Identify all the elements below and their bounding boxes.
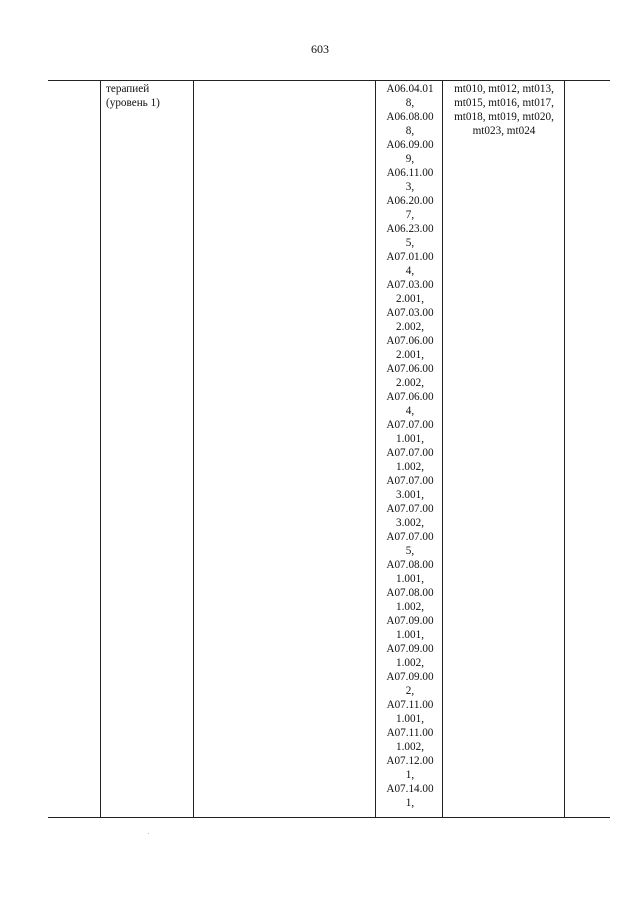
service-code-line: 1.001, (396, 433, 424, 445)
service-code-line: 8, (405, 125, 415, 137)
service-code-line: A06.08.00 (386, 111, 434, 123)
mt-line: mt010, mt012, mt013, (454, 83, 554, 95)
service-code-line: 1.001, (396, 713, 424, 725)
service-code-line: A06.20.00 (386, 195, 434, 207)
service-code-line: A07.03.00 (386, 279, 434, 291)
data-table (48, 80, 610, 818)
service-code-line: A07.11.00 (386, 699, 434, 711)
name-line: терапией (106, 83, 150, 95)
service-code-line: A07.03.00 (386, 307, 434, 319)
service-code-line: 2.002, (396, 321, 424, 333)
service-code-line: 5, (405, 237, 415, 249)
name-cell (106, 82, 190, 110)
column-divider-1 (100, 80, 101, 818)
service-code-line: A07.07.00 (386, 475, 434, 487)
table-bottom-border (48, 817, 610, 818)
service-code-line: A07.12.00 (386, 755, 434, 767)
mt-line: mt015, mt016, mt017, (454, 97, 554, 109)
table-top-border (48, 80, 610, 81)
mt-line: mt023, mt024 (472, 125, 536, 137)
service-code-line: A07.06.00 (386, 363, 434, 375)
service-code-line: 1.002, (396, 657, 424, 669)
service-code-line: 4, (405, 265, 415, 277)
service-code-line: A06.11.00 (386, 167, 434, 179)
service-code-line: 2, (405, 685, 415, 697)
service-code-line: A07.06.00 (386, 391, 434, 403)
service-code-line: A07.07.00 (386, 503, 434, 515)
service-code-line: 4, (405, 405, 415, 417)
service-code-line: 1.001, (396, 629, 424, 641)
service-code-line: A07.07.00 (386, 447, 434, 459)
service-code-line: 1.002, (396, 601, 424, 613)
service-code-line: A07.01.00 (386, 251, 434, 263)
service-code-line: A06.09.00 (386, 139, 434, 151)
service-code-line: 7, (405, 209, 415, 221)
service-code-line: A06.23.00 (386, 223, 434, 235)
service-code-line: 3, (405, 181, 415, 193)
column-divider-2 (193, 80, 194, 818)
service-code-line: 1, (405, 797, 415, 809)
name-line: (уровень 1) (106, 97, 160, 109)
service-code-line: A07.08.00 (386, 559, 434, 571)
service-code-line: A07.11.00 (386, 727, 434, 739)
scan-speck (148, 833, 149, 834)
service-code-line: 1.002, (396, 741, 424, 753)
service-code-line: A07.07.00 (386, 531, 434, 543)
service-code-line: A07.07.00 (386, 419, 434, 431)
column-divider-5 (564, 80, 565, 818)
service-code-line: A06.04.01 (386, 83, 434, 95)
codes-cell (377, 82, 443, 810)
service-code-line: 1, (405, 769, 415, 781)
page-number: 603 (311, 42, 329, 56)
service-code-line: 2.001, (396, 293, 424, 305)
service-code-line: A07.06.00 (386, 335, 434, 347)
column-divider-3 (375, 80, 376, 818)
service-code-line: A07.08.00 (386, 587, 434, 599)
service-code-line: 3.001, (396, 489, 424, 501)
service-code-line: 1.002, (396, 461, 424, 473)
service-code-line: A07.09.00 (386, 643, 434, 655)
service-code-line: A07.14.00 (386, 783, 434, 795)
service-code-line: 8, (405, 97, 415, 109)
service-code-line: 2.002, (396, 377, 424, 389)
mt-codes-cell (443, 82, 565, 138)
service-code-line: 1.001, (396, 573, 424, 585)
service-code-line: 5, (405, 545, 415, 557)
service-code-line: 2.001, (396, 349, 424, 361)
mt-line: mt018, mt019, mt020, (454, 111, 554, 123)
service-code-line: 9, (405, 153, 415, 165)
service-code-line: A07.09.00 (386, 615, 434, 627)
service-code-line: 3.002, (396, 517, 424, 529)
service-code-line: A07.09.00 (386, 671, 434, 683)
